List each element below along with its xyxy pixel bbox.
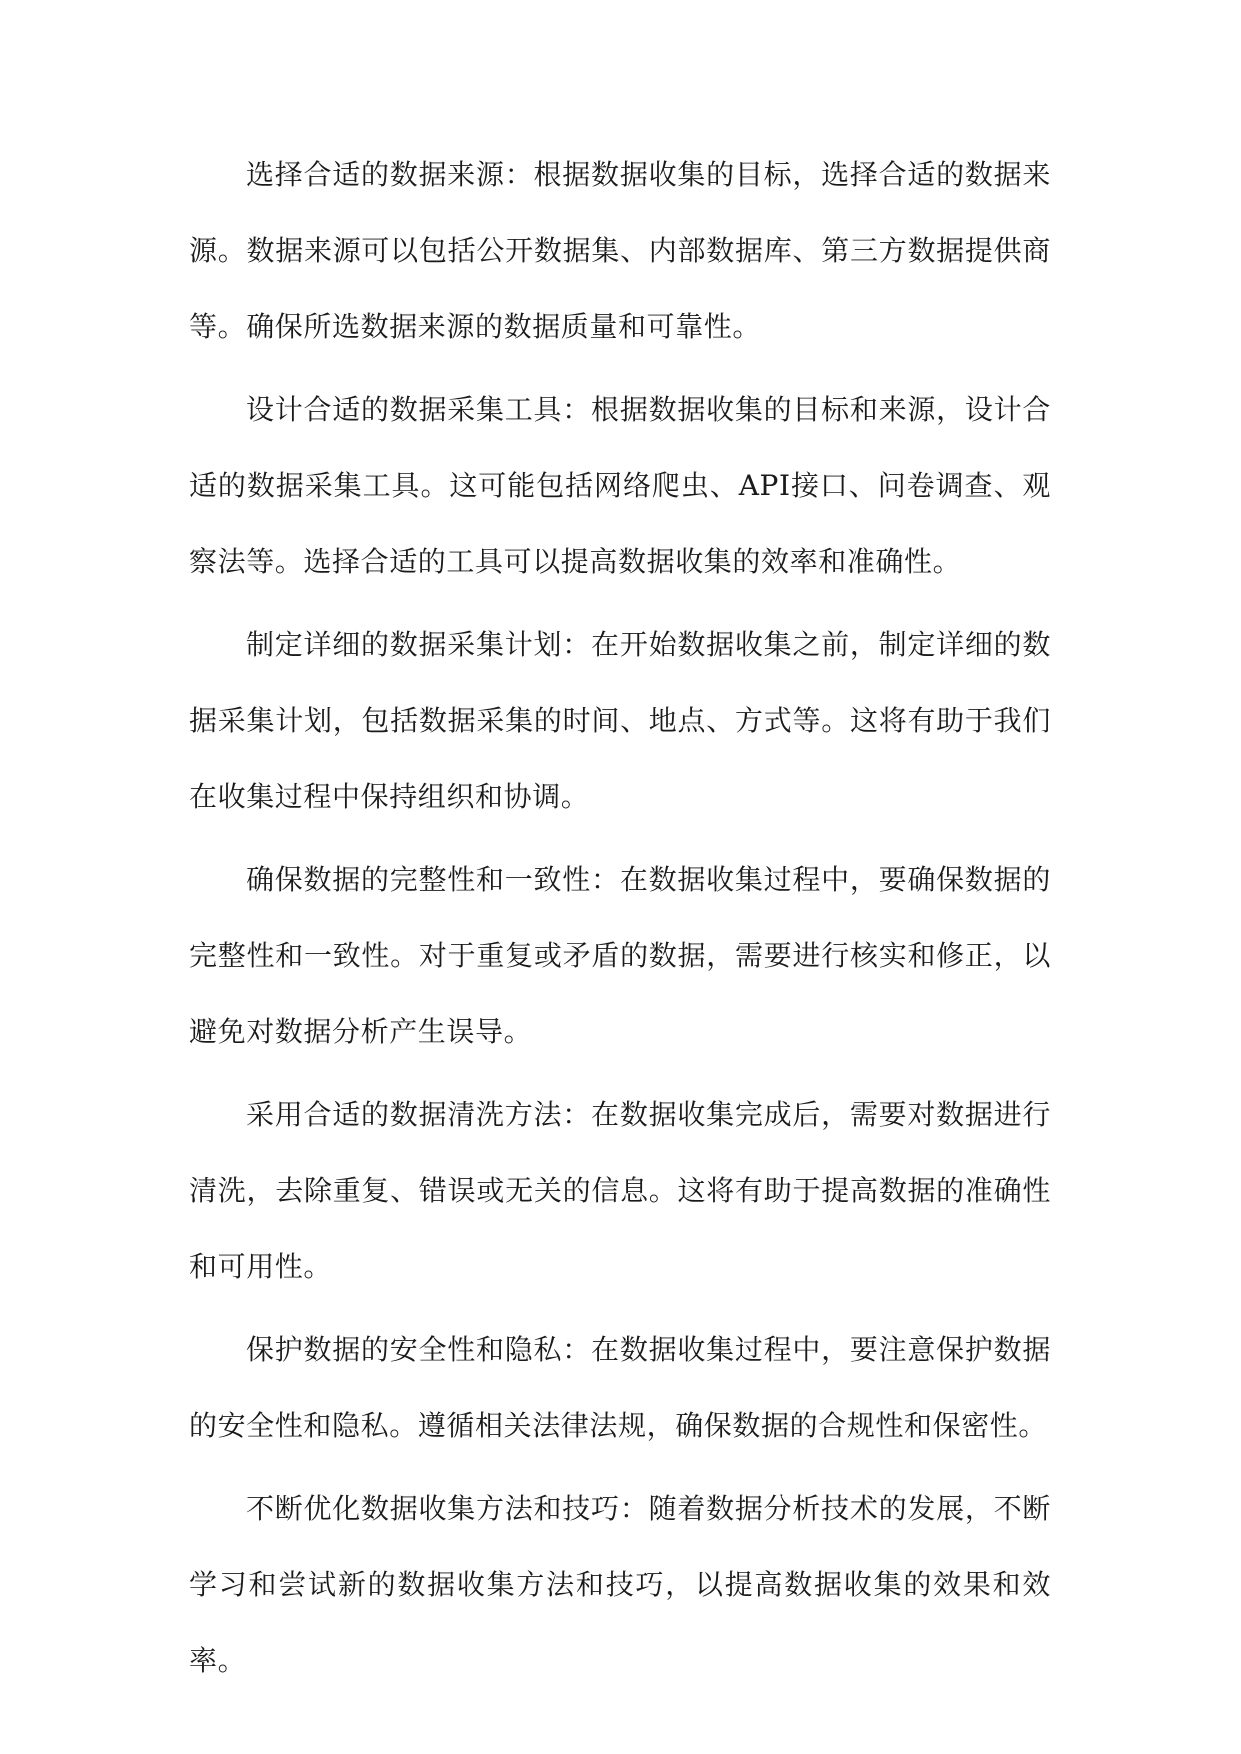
paragraph-data-cleaning: 采用合适的数据清洗方法：在数据收集完成后，需要对数据进行清洗，去除重复、错误或无关的信息。这将有助于提高数据的准确性和可用性。 — [189, 1098, 1051, 1283]
paragraph-collection-tools: 设计合适的数据采集工具：根据数据收集的目标和来源，设计合适的数据采集工具。这可能包括网络爬虫、API接口、问卷调查、观察法等。选择合适的工具可以提高数据收集的效率和准确性。 — [189, 393, 1051, 578]
paragraph-continuous-optimization: 不断优化数据收集方法和技巧：随着数据分析技术的发展，不断学习和尝试新的数据收集方法和技巧，以提高数据收集的效果和效率。 — [189, 1492, 1051, 1677]
paragraph-integrity-consistency: 确保数据的完整性和一致性：在数据收集过程中，要确保数据的完整性和一致性。对于重复或矛盾的数据，需要进行核实和修正，以避免对数据分析产生误导。 — [189, 863, 1051, 1048]
paragraph-collection-plan: 制定详细的数据采集计划：在开始数据收集之前，制定详细的数据采集计划，包括数据采集的时间、地点、方式等。这将有助于我们在收集过程中保持组织和协调。 — [189, 628, 1051, 813]
document-body — [189, 137, 1051, 1706]
paragraph-data-source: 选择合适的数据来源：根据数据收集的目标，选择合适的数据来源。数据来源可以包括公开数据集、内部数据库、第三方数据提供商等。确保所选数据来源的数据质量和可靠性。 — [189, 158, 1051, 343]
paragraph-security-privacy: 保护数据的安全性和隐私：在数据收集过程中，要注意保护数据的安全性和隐私。遵循相关法律法规，确保数据的合规性和保密性。 — [189, 1333, 1051, 1442]
